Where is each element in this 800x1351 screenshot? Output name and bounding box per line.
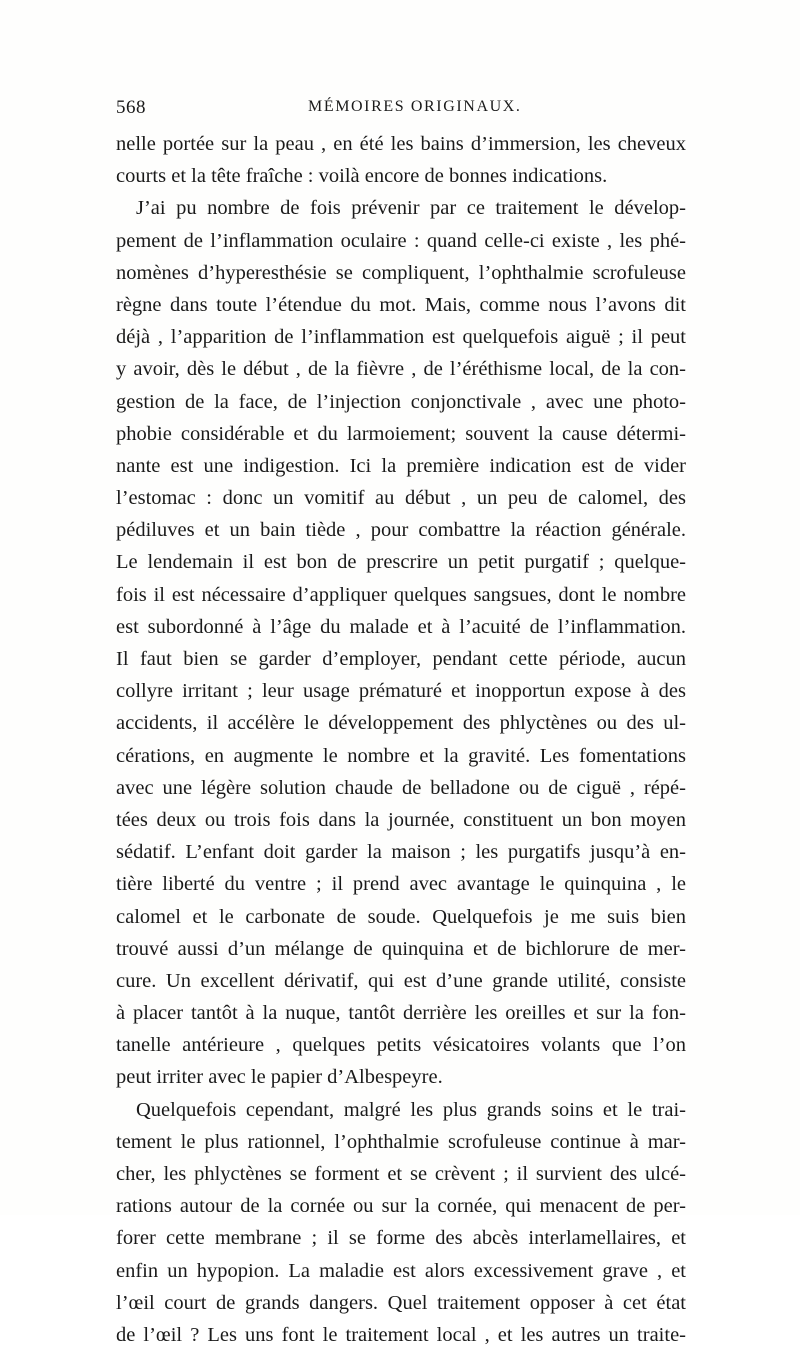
text-line: peut irriter avec le papier d’Albespeyre. — [116, 1066, 443, 1089]
text-line: forer cette membrane ; il se forme des abcès interlamellaires, et — [116, 1227, 686, 1250]
text-line: sédatif. L’enfant doit garder la maison ; les purgatifs jusqu’à en- — [116, 841, 686, 864]
text-line: fois il est nécessaire d’appliquer quelques sangsues, dont le nombre — [116, 583, 686, 606]
text-line: règne dans toute l’étendue du mot. Mais, comme nous l’avons dit — [116, 293, 686, 316]
text-line: gestion de la face, de l’injection conjonctivale , avec une photo- — [116, 390, 686, 413]
text-line: rations autour de la cornée ou sur la cornée, qui menacent de per- — [116, 1195, 686, 1218]
text-line: accidents, il accélère le développement des phlyctènes ou des ul- — [116, 712, 686, 735]
text-line: Le lendemain il est bon de prescrire un petit purgatif ; quelque- — [116, 551, 686, 574]
text-line: tière liberté du ventre ; il prend avec avantage le quinquina , le — [116, 873, 686, 896]
text-line: nante est une indigestion. Ici la première indication est de vider — [116, 454, 686, 477]
text-line: y avoir, dès le début , de la fièvre , de l’éréthisme local, de la con- — [116, 358, 686, 381]
text-line: Quelquefois cependant, malgré les plus grands soins et le trai- — [136, 1098, 686, 1121]
text-line: l’œil court de grands dangers. Quel traitement opposer à cet état — [116, 1291, 686, 1314]
text-line: Il faut bien se garder d’employer, pendant cette période, aucun — [116, 648, 686, 670]
text-line: l’estomac : donc un vomitif au début , un peu de calomel, des — [116, 487, 686, 510]
text-line: courts et la tête fraîche : voilà encore de bonnes indications. — [116, 165, 608, 188]
page-header — [116, 97, 686, 121]
page-number: 568 — [116, 97, 146, 118]
text-line: J’ai pu nombre de fois prévenir par ce traitement le dévelop- — [136, 197, 686, 220]
text-line: phobie considérable et du larmoiement; souvent la cause détermi- — [116, 422, 686, 445]
text-line: cher, les phlyctènes se forment et se crèvent ; il survient des ulcé- — [116, 1163, 686, 1185]
text-line: trouvé aussi d’un mélange de quinquina et de bichlorure de mer- — [116, 937, 686, 960]
text-line: calomel et le carbonate de soude. Quelquefois je me suis bien — [116, 905, 686, 928]
text-line: de l’œil ? Les uns font le traitement local , et les autres un traite- — [116, 1323, 686, 1346]
text-line: nelle portée sur la peau , en été les bains d’immersion, les cheveux — [116, 133, 686, 155]
text-line: est subordonné à l’âge du malade et à l’acuité de l’inflammation. — [116, 615, 686, 638]
text-line: cure. Un excellent dérivatif, qui est d’une grande utilité, consiste — [116, 969, 686, 992]
text-line: tées deux ou trois fois dans la journée, constituent un bon moyen — [116, 808, 686, 831]
text-line: tement le plus rationnel, l’ophthalmie scrofuleuse continue à mar- — [116, 1130, 686, 1153]
text-line: pédiluves et un bain tiède , pour combattre la réaction générale. — [116, 519, 686, 542]
text-line: à placer tantôt à la nuque, tantôt derrière les oreilles et sur la fon- — [116, 1002, 686, 1025]
body-text — [116, 128, 686, 1351]
text-line: déjà , l’apparition de l’inflammation est quelquefois aiguë ; il peut — [116, 326, 686, 349]
text-line: pement de l’inflammation oculaire : quand celle-ci existe , les phé- — [116, 229, 686, 252]
text-line: cérations, en augmente le nombre et la gravité. Les fomentations — [116, 744, 686, 767]
text-line: avec une légère solution chaude de belladone ou de ciguë , répé- — [116, 776, 686, 799]
text-line: enfin un hypopion. La maladie est alors excessivement grave , et — [116, 1259, 686, 1282]
text-line: tanelle antérieure , quelques petits vésicatoires volants que l’on — [116, 1034, 686, 1057]
running-title: MÉMOIRES ORIGINAUX. — [308, 98, 522, 115]
text-line: collyre irritant ; leur usage prématuré et inopportun expose à des — [116, 680, 686, 703]
text-line: nomènes d’hyperesthésie se compliquent, l’ophthalmie scrofuleuse — [116, 261, 686, 284]
